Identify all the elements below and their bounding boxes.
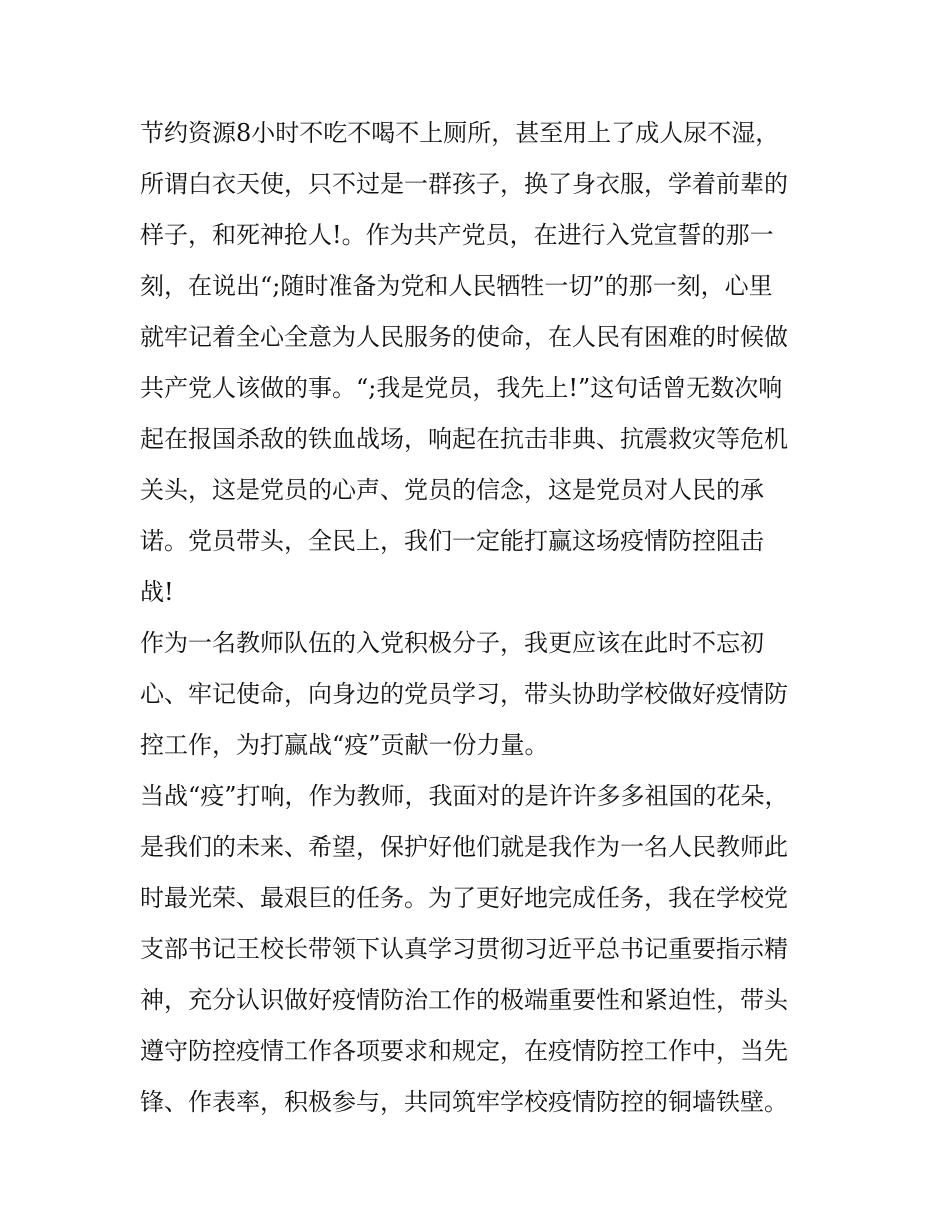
text-line: 作为一名教师队伍的入党积极分子，我更应该在此时不忘初 [140,629,764,657]
text-line: 就牢记着全心全意为人民服务的使命，在人民有困难的时候做 [140,323,788,351]
text-line: 控工作，为打赢战“疫”贡献一份力量。 [140,731,549,759]
text-line: 共产党人该做的事。“;我是党员，我先上!”这句话曾无数次响 [140,374,783,402]
text-line: 当战“疫”打响，作为教师，我面对的是许许多多祖国的花朵， [140,782,789,810]
text-line: 样子，和死神抢人!。作为共产党员，在进行入党宣誓的那一 [140,221,774,249]
text-line: 心、牢记使命，向身边的党员学习，带头协助学校做好疫情防 [140,680,788,708]
body-text [140,108,820,1128]
text-line: 诺。党员带头，全民上，我们一定能打赢这场疫情防控阻击 [140,527,764,555]
text-line: 遵守防控疫情工作各项要求和规定，在疫情防控工作中，当先 [140,1037,788,1065]
text-line: 神，充分认识做好疫情防治工作的极端重要性和紧迫性，带头 [140,986,788,1014]
text-line: 刻，在说出“;随时准备为党和人民牺牲一切”的那一刻，心里 [140,272,773,300]
text-line: 支部书记王校长带领下认真学习贯彻习近平总书记重要指示精 [140,935,788,963]
text-line: 战! [140,578,174,606]
text-line: 起在报国杀敌的铁血战场，响起在抗击非典、抗震救灾等危机 [140,425,788,453]
text-line: 是我们的未来、希望，保护好他们就是我作为一名人民教师此 [140,833,788,861]
text-line: 所谓白衣天使，只不过是一群孩子，换了身衣服，学着前辈的 [140,170,788,198]
text-line: 时最光荣、最艰巨的任务。为了更好地完成任务，我在学校党 [140,884,788,912]
text-line: 锋、作表率，积极参与，共同筑牢学校疫情防控的铜墙铁壁。 [140,1088,788,1116]
text-line: 节约资源8小时不吃不喝不上厕所，甚至用上了成人尿不湿， [140,119,780,147]
text-line: 关头，这是党员的心声、党员的信念，这是党员对人民的承 [140,476,764,504]
